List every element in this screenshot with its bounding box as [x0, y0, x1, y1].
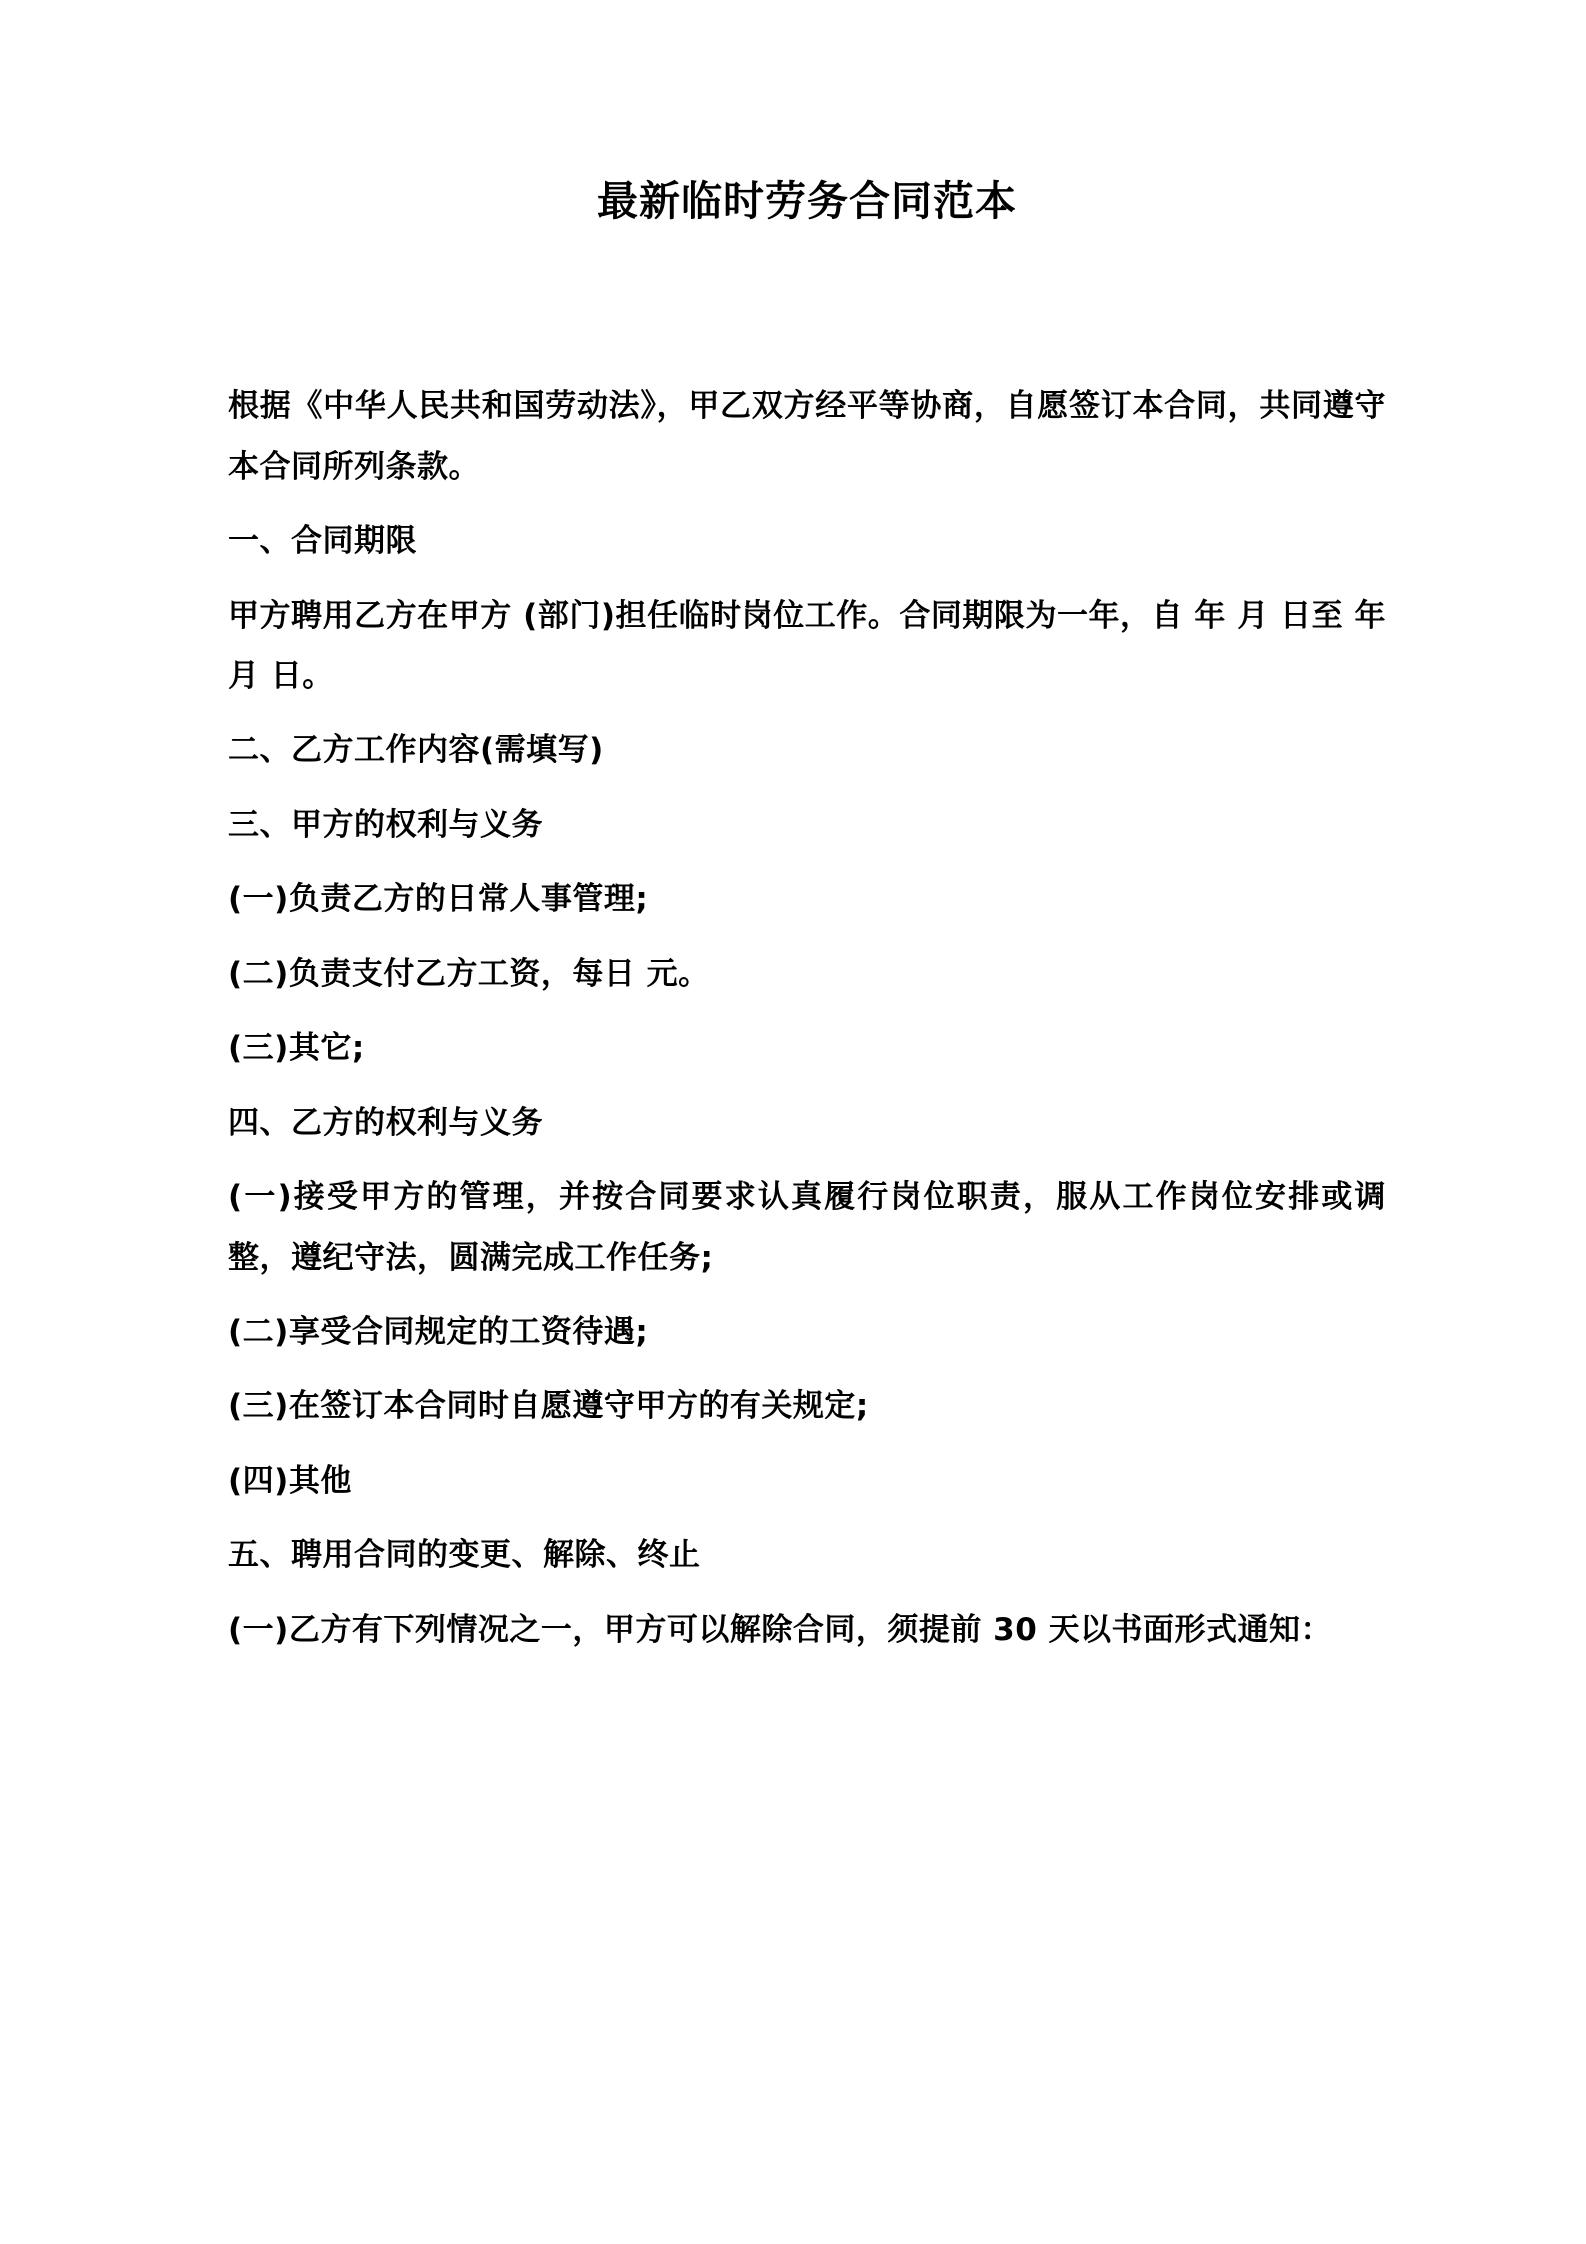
- paragraph: (一)负责乙方的日常人事管理;: [228, 881, 649, 918]
- paragraph: (一)接受甲方的管理，并按合同要求认真履行岗位职责，服从工作岗位安排或调整，遵纪守法，圆满完成工作任务;: [228, 1179, 1386, 1276]
- paragraph: (三)在签订本合同时自愿遵守甲方的有关规定;: [228, 1388, 869, 1425]
- paragraph: 根据《中华人民共和国劳动法》，甲乙双方经平等协商，自愿签订本合同，共同遵守本合同所列条款。: [228, 388, 1386, 485]
- paragraph: (四)其他: [228, 1462, 352, 1499]
- paragraph: (一)乙方有下列情况之一，甲方可以解除合同，须提前 30 天以书面形式通知：: [228, 1611, 1333, 1648]
- section-heading-3: 三、甲方的权利与义务: [228, 806, 543, 843]
- section-heading-5: 五、聘用合同的变更、解除、终止: [228, 1537, 701, 1574]
- paragraph: 甲方聘用乙方在甲方 (部门)担任临时岗位工作。合同期限为一年，自 年 月 日至 年 月 日。: [228, 597, 1398, 695]
- paragraph: (二)享受合同规定的工资待遇;: [228, 1313, 649, 1350]
- title-spacer: [228, 228, 1386, 376]
- section-heading-2: 二、乙方工作内容(需填写): [228, 732, 604, 769]
- section-heading-1: 一、合同期限: [228, 523, 417, 560]
- paragraph: (二)负责支付乙方工资，每日 元。: [228, 955, 710, 992]
- page-title: 最新临时劳务合同范本: [597, 177, 1017, 225]
- document-body: [228, 376, 1398, 1660]
- paragraph: (三)其它;: [228, 1030, 365, 1067]
- section-heading-4: 四、乙方的权利与义务: [228, 1104, 543, 1141]
